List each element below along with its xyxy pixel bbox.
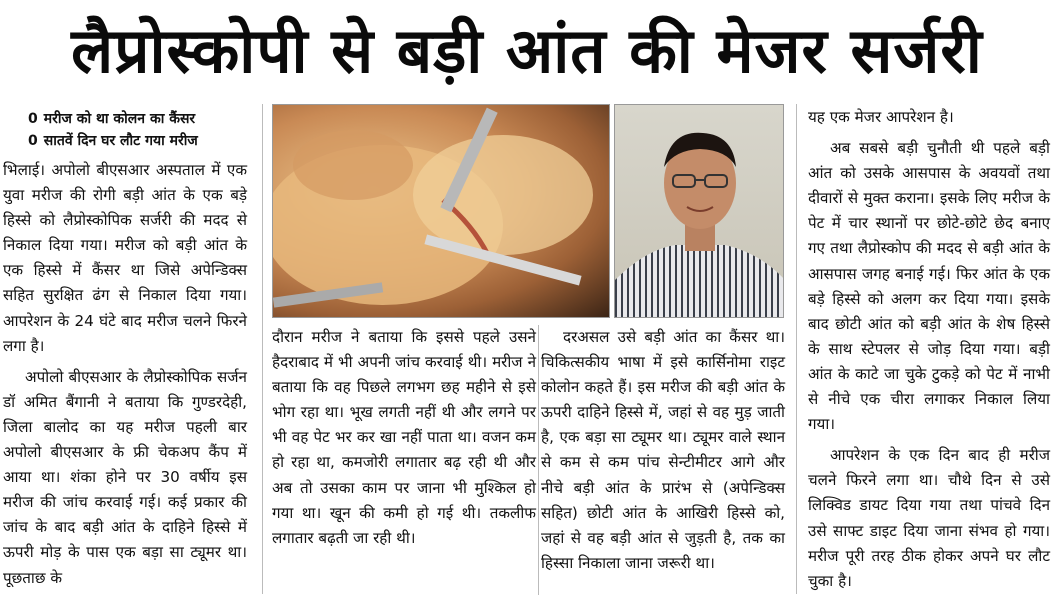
surgery-illustration — [273, 105, 610, 318]
bullet-mark: 0 — [28, 111, 38, 127]
article-column-4 — [808, 105, 1050, 594]
column-divider — [538, 325, 539, 595]
column-divider — [262, 104, 263, 594]
bullet-mark: 0 — [28, 133, 38, 149]
paragraph: आपरेशन के एक दिन बाद ही मरीज चलने फिरने लगा था। चौथे दिन से उसे लिक्विड डायट दिया गया तथा पांचवे दिन उसे साफ्ट डाइट दिया जाना संभव हो गया। मरीज पूरी तरह ठीक होकर अपने घर लौट चुका है। — [808, 446, 1050, 590]
bullet-text: सातवें दिन घर लौट गया मरीज — [43, 133, 198, 149]
column-divider — [796, 104, 797, 594]
paragraph: अब सबसे बड़ी चुनौती थी पहले बड़ी आंत को उसके आसपास के अवयवों तथा दीवारों से मुक्त कराना। इसके लिए मरीज के पेट में चार स्थानों पर छोटे-छोटे छेद बनाए गए तथा लैप्रोस्कोप की मदद से बड़ी आंत के आसपास जगह बनाई गई। फिर आंत के एक बड़े हिस्से को अलग कर दिया गया। इसके बाद छोटी आंत को बड़ी आंत के शेष हिस्से के साथ स्टेपलर से जोड़ दिया गया। बड़ी आंत के काटे जा चुके टुकड़े को पेट में नाभी से नीचे एक चीरा लगाकर निकाल लिया गया। — [808, 139, 1050, 434]
article-column-3 — [541, 325, 785, 576]
paragraph: अपोलो बीएसआर के लैप्रोस्कोपिक सर्जन डॉ अमित बैंगानी ने बताया कि गुण्डरदेही, जिला बालोद का यह मरीज पहली बार अपोलो बीएसआर के फ्री चेकअप कैंप में आया था। शंका होने पर 30 वर्षीय इस मरीज की जांच करवाई गई। कई प्रकार की जांच के बाद बड़ी आंत के दाहिने हिस्से में ऊपरी मोड़ के पास एक बड़ा सा ट्यूमर था। पूछताछ के — [3, 367, 247, 587]
paragraph: दरअसल उसे बड़ी आंत का कैंसर था। चिकित्सकीय भाषा में इसे कार्सिनोमा राइट कोलोन कहते हैं। इस मरीज की बड़ी आंत के ऊपरी दाहिने हिस्से में, जहां से वह मुड़ जाती है, एक बड़ा सा ट्यूमर था। ट्यूमर वाले स्थान से कम से कम पांच सेन्टीमीटर आगे और नीचे बड़ी आंत के प्रारंभ से (अपेन्डिक्स सहित) छोटी आंत के आखिरी हिस्से को, जहां से वह बड़ी आंत से जुड़ती है, तक का हिस्सा निकाला जाना जरूरी था। — [541, 328, 785, 572]
bullet-item — [28, 108, 268, 130]
paragraph: भिलाई। अपोलो बीएसआर अस्पताल में एक युवा मरीज की रोगी बड़ी आंत के एक बड़े हिस्से को लैप्रोस्कोपिक सर्जरी की मदद से निकाल दिया गया। मरीज को बड़ी आंत के एक हिस्से में कैंसर था जिसे अपेन्डिक्स सहित सुरक्षित ढंग से निकाल दिया गया। आपरेशन के 24 घंटे बाद मरीज चलने फिरने लगा है। — [3, 161, 247, 355]
headline: लैप्रोस्कोपी से बड़ी आंत की मेजर सर्जरी — [71, 14, 983, 87]
doctor-portrait — [615, 105, 784, 318]
bullet-list — [28, 108, 268, 152]
bullet-item — [28, 130, 268, 152]
article-column-1 — [3, 158, 247, 591]
article-column-2 — [272, 325, 536, 551]
laparoscopic-surgery-photo — [272, 104, 610, 318]
bullet-text: मरीज को था कोलन का कैंसर — [43, 111, 196, 127]
doctor-portrait-photo — [614, 104, 784, 318]
paragraph: यह एक मेजर आपरेशन है। — [808, 108, 954, 126]
paragraph: दौरान मरीज ने बताया कि इससे पहले उसने हैदराबाद में भी अपनी जांच करवाई थी। मरीज ने बताया कि वह पिछले लगभग छह महीने से इसे भोग रहा था। भूख लगती नहीं थी और लगने पर भी वह पेट भर कर खा नहीं पाता था। वजन कम हो रहा था, कमजोरी लगातार बढ़ रही थी और अब तो उसका काम पर जाना भी मुश्किल हो गया था। खून की कमी हो गई थी। तकलीफ लगातार बढ़ती जा रही थी। — [272, 328, 536, 547]
